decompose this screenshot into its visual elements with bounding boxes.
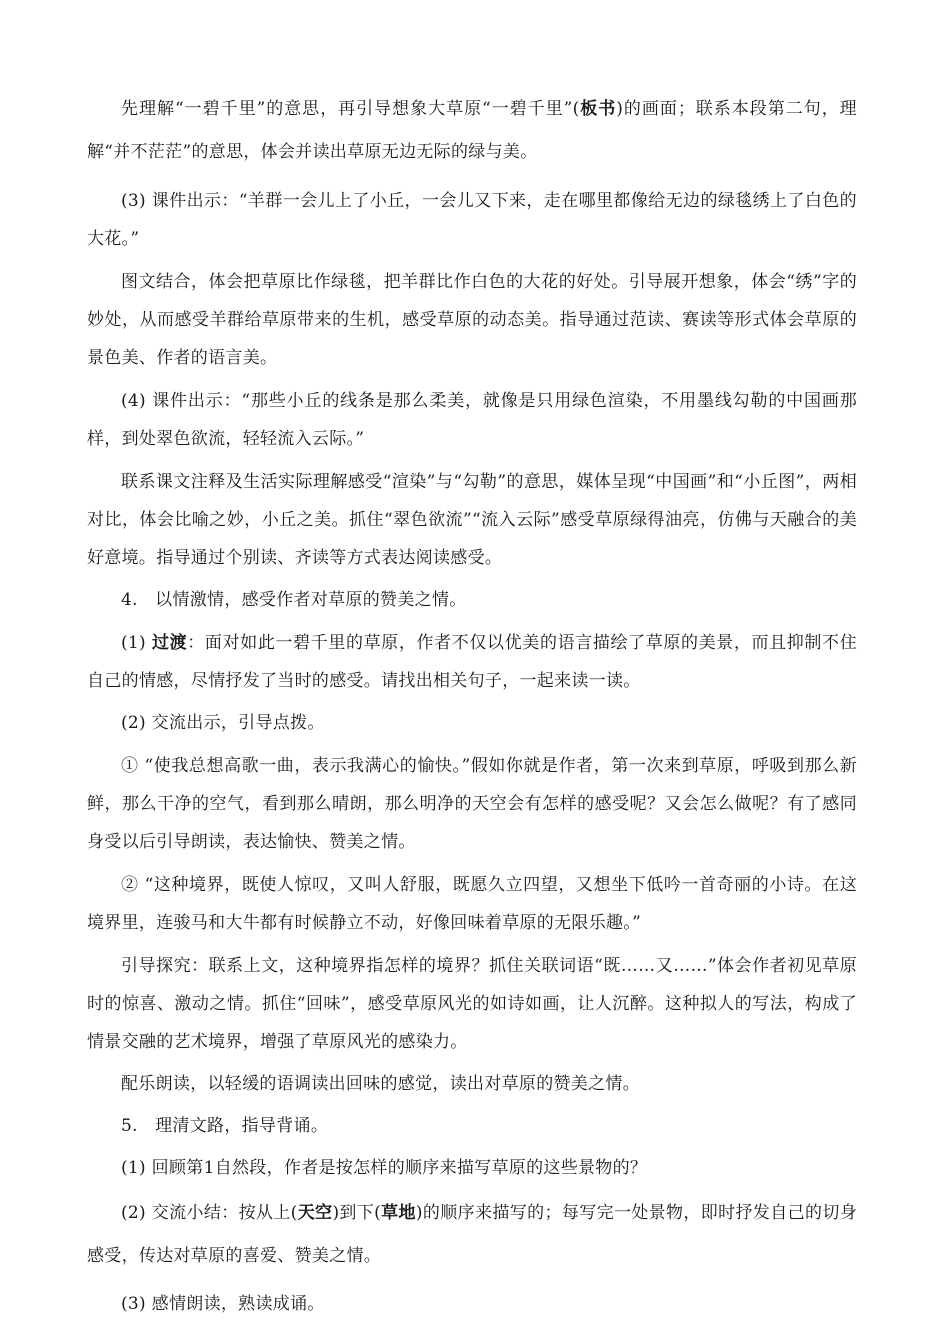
paragraph-courseware-hills: (4) 课件出示：“那些小丘的线条是那么柔美，就像是只用绿色渲染，不用墨线勾勒的中国画那样，到处翠色欲流，轻轻流入云际。” [87,391,857,449]
bold-term-banshu: 板书 [579,99,617,119]
text-segment: (1) [121,633,153,653]
bold-term-guodu: 过渡 [152,633,188,653]
paragraph-sing-song: ① “使我总想高歌一曲，表示我满心的愉快。”假如你就是作者，第一次来到草原，呼吸到那么新鲜，那么干净的空气，看到那么晴朗，那么明净的天空会有怎样的感受呢？又会怎么做呢？有了感同身受以后引导朗读，表达愉快、赞美之情。 [87,756,857,852]
paragraph-music-reading: 配乐朗读，以轻缓的语调读出回味的感觉，读出对草原的赞美之情。 [121,1074,640,1094]
paragraph-image-text-combine: 图文结合，体会把草原比作绿毯，把羊群比作白色的大花的好处。引导展开想象，体会“绣”字的妙处，从而感受羊群给草原带来的生机，感受草原的动态美。指导通过范读、赛读等形式体会草原的景色美、作者的语言美。 [87,272,857,368]
bold-term-tiankong: 天空 [297,1203,333,1223]
text-segment: 先理解“一碧千里”的意思，再引导想象大草原“一碧千里”( [121,99,580,119]
paragraph-summary [87,1192,857,1278]
text-segment: ：面对如此一碧千里的草原，作者不仅以优美的语言描绘了草原的美景，而且抑制不住自己的情感，尽情抒发了当时的感受。请找出相关句子，一起来读一读。 [87,633,857,691]
text-segment: )到下( [332,1203,382,1223]
bold-term-caodi: 草地 [381,1203,416,1223]
paragraph-realm: ② “这种境界，既使人惊叹，又叫人舒服，既愿久立四望，又想坐下低吟一首奇丽的小诗。在这境界里，连骏马和大牛都有时候静立不动，好像回味着草原的无限乐趣。” [87,875,857,933]
text-segment: )的画面；联系本段第二句，理解“并不茫茫”的意思，体会并读出草原无边无际的绿与美。 [87,99,857,162]
paragraph-understand-yibiqianli [87,88,857,174]
paragraph-courseware-sheep: (3) 课件出示：“羊群一会儿上了小丘，一会儿又下来，走在哪里都像给无边的绿毯绣上了白色的大花。” [87,191,857,249]
document-page [87,88,857,1323]
section-heading-5: 5. 理清文路，指导背诵。 [121,1116,329,1136]
paragraph-guided-inquiry: 引导探究：联系上文，这种境界指怎样的境界？抓住关联词语“既……又……”体会作者初见草原时的惊喜、激动之情。抓住“回味”，感受草原风光的如诗如画，让人沉醉。这种拟人的写法，构成了情景交融的艺术境界，增强了草原风光的感染力。 [87,956,857,1052]
section-heading-4: 4. 以情激情，感受作者对草原的赞美之情。 [121,590,467,610]
text-segment: )的顺序来描写的；每写完一处景物，即时抒发自己的切身感受，传达对草原的喜爱、赞美之情。 [87,1203,858,1266]
text-segment: (2) 交流小结：按从上( [121,1203,298,1223]
paragraph-rendering-outline: 联系课文注释及生活实际理解感受“渲染”与“勾勒”的意思，媒体呈现“中国画”和“小丘图”，两相对比，体会比喻之妙，小丘之美。抓住“翠色欲流”“流入云际”感受草原绿得油亮，仿佛与天融合的美好意境。指导通过个别读、齐读等方式表达阅读感受。 [87,472,857,568]
paragraph-exchange: (2) 交流出示，引导点拨。 [121,713,325,733]
paragraph-emotional-reading: (3) 感情朗读，熟读成诵。 [121,1294,325,1314]
paragraph-review-order: (1) 回顾第1自然段，作者是按怎样的顺序来描写草原的这些景物的？ [121,1158,648,1178]
paragraph-transition [87,624,857,700]
